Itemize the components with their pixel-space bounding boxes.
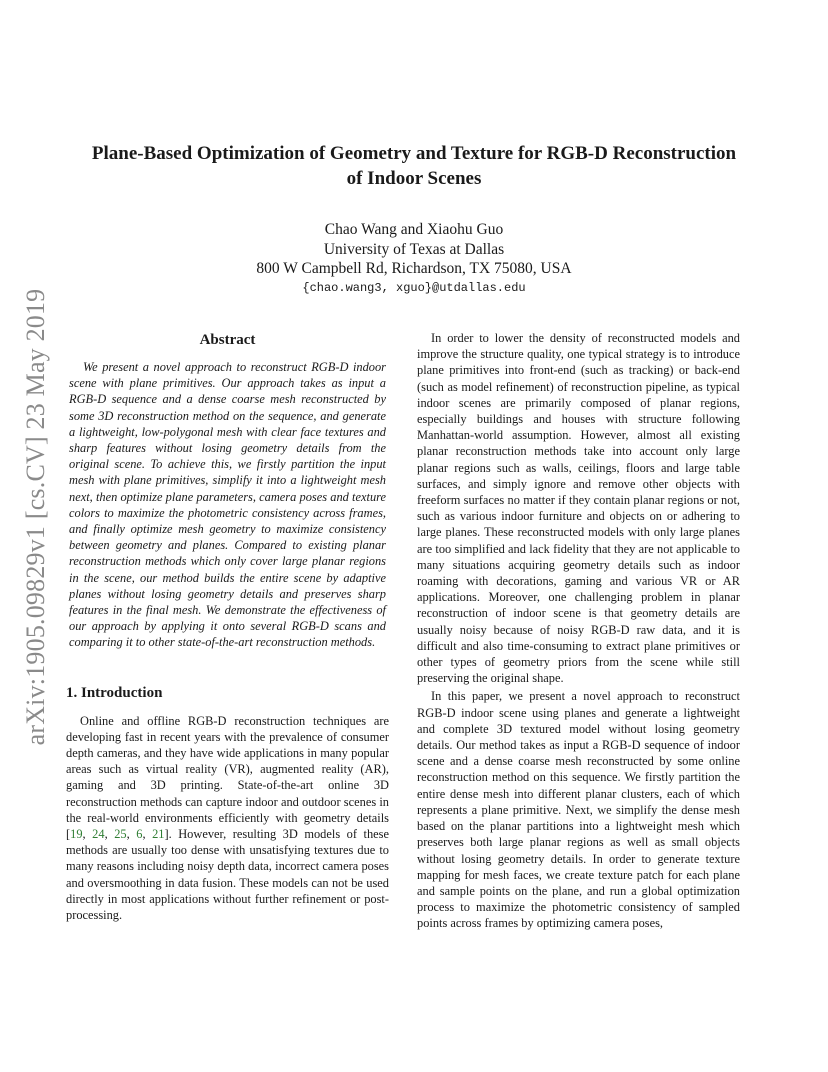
title-line-2: of Indoor Scenes [346, 168, 482, 189]
arxiv-identifier [20, 278, 52, 756]
body-paragraph-2: In this paper, we present a novel approach to reconstruct RGB-D indoor scene using planes and generate a lightweight and complete 3D textured model without losing geometry details. Our method takes as input a RGB-D sequence of indoor scene and a dense coarse mesh reconstructed by some online reconstruction method on this sequence. We firstly partition the entire dense mesh into different planar clusters, each of which represents a plane primitive. Next, we simplify the dense mesh based on the planar partitions into a lightweight mesh which preserves both large planar regions as well as small objects without losing geometry details. In order to generate texture mapping for mesh faces, we create texture patch for each plane and sample points on the plane, and run a global optimization process to maximize the photometric consistency of sampled points across frames by optimizing camera poses, [417, 689, 740, 931]
author-names: Chao Wang and Xiaohu Guo [324, 221, 504, 238]
right-column [417, 330, 740, 932]
left-column [66, 330, 389, 923]
citation-link[interactable]: 19 [70, 827, 83, 842]
citation-link[interactable]: 6 [136, 827, 143, 842]
introduction-heading: 1. Introduction [66, 684, 163, 701]
paper-title [60, 141, 768, 191]
citation-link[interactable]: 24 [92, 827, 105, 842]
author-email[interactable]: {chao.wang3, xguo}@utdallas.edu [302, 280, 526, 295]
citation-link[interactable]: 21 [152, 827, 165, 842]
abstract-text: We present a novel approach to reconstruct RGB-D indoor scene with plane primitives. Our approach takes as input a RGB-D sequence and a dense coarse mesh reconstructed by some 3D reconstruction method on the sequence, and generate a lightweight, low-polygonal mesh with clear face textures and sharp features without losing geometry details from the original scene. To achieve this, we firstly partition the input mesh with plane primitives, simplify it into a lightweight mesh next, then optimize plane parameters, camera poses and texture colors to maximize the photometric consistency across frames, and finally optimize mesh geometry to maximize consistency between geometry and planes. Compared to existing planar reconstruction methods which only cover large planar regions in the scene, our method builds the entire scene by adaptive planes without losing geometry details and preserves sharp features in the final mesh. We demonstrate the effectiveness of our approach by applying it onto several RGB-D scans and comparing it to other state-of-the-art reconstruction methods. [69, 360, 386, 650]
title-line-1: Plane-Based Optimization of Geometry and Texture for RGB-D Reconstruction [91, 143, 737, 164]
author-block [160, 220, 668, 298]
author-address: 800 W Campbell Rd, Richardson, TX 75080, USA [256, 260, 572, 277]
citation-link[interactable]: 25 [114, 827, 127, 842]
abstract-heading: Abstract [199, 332, 256, 348]
body-paragraph-1: In order to lower the density of reconstructed models and improve the structure quality, one typical strategy is to introduce plane primitives into front-end (such as tracking) or back-end (such as model refinement) of reconstruction pipeline, as typical indoor scenes are primarily composed of planar regions, especially buildings and houses with structure following Manhattan-world assumption. However, almost all existing planar reconstruction methods take into account only large planar regions such as walls, ceilings, floors and large table surfaces, and simply ignore and remove other objects with freeform surfaces no matter if they contain planar regions or not, such as various indoor furniture and objects on or adhering to large planes. These reconstructed models with only large planes are too simplified and lack fidelity that they are not applicable to many situations acquiring geometry details such as indoor roaming with decorations, gaming and various VR or AR applications. Moreover, one challenging problem in planar reconstruction of indoor scene is that geometry details are usually noisy because of noisy RGB-D raw data, and it is difficult and also time-consuming to extract plane primitives or other types of geometry priors from the scene while still preserving the original shape. [417, 331, 740, 686]
introduction-paragraph: Online and offline RGB-D reconstruction techniques are developing fast in recent years with the prevalence of consumer depth cameras, and they have wide applications in many popular areas such as virtual reality (VR), augmented reality (AR), gaming and 3D printing. State-of-the-art online 3D reconstruction methods can capture indoor and outdoor scenes in the real-world environments efficiently with geometry details [19, 24, 25, 6, 21]. However, resulting 3D models of these methods are usually too dense with unsatisfying textures due to many reasons including noisy depth data, incorrect camera poses and oversmoothing in data fusion. These models can not be used directly in most applications without further refinement or post-processing. [66, 713, 389, 923]
arxiv-identifier-text: arXiv:1905.09829v1 [cs.CV] 23 May 2019 [21, 288, 50, 746]
intro-text-before-citations: Online and offline RGB-D reconstruction techniques are developing fast in recent years with the prevalence of consumer depth cameras, and they have wide applications in many popular areas such as virtual reality (VR), augmented reality (AR), gaming and 3D printing. State-of-the-art online 3D reconstruction methods can capture indoor and outdoor scenes in the real-world environments efficiently with geometry details [ [66, 713, 389, 842]
author-affiliation: University of Texas at Dallas [323, 240, 505, 258]
intro-text-after-citations: ]. However, resulting 3D models of these methods are usually too dense with unsatisfying textures due to many reasons including noisy depth data, incorrect camera poses and oversmoothing in data fusion. These models can not be used directly in most applications without further refinement or post-processing. [66, 827, 389, 923]
